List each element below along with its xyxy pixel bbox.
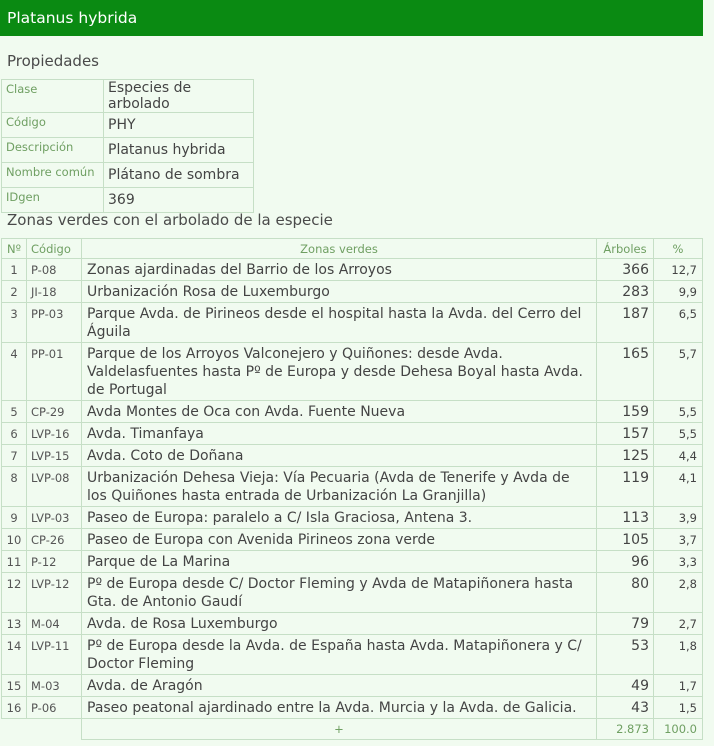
zone-code: LVP-08 bbox=[27, 467, 82, 507]
property-row bbox=[2, 163, 254, 188]
zones-table-header bbox=[2, 239, 703, 259]
table-row[interactable] bbox=[2, 697, 703, 719]
tree-percent: 12,7 bbox=[654, 259, 703, 281]
column-header-percent[interactable]: % bbox=[654, 239, 703, 259]
footer-empty-cell bbox=[2, 719, 27, 740]
tree-percent: 4,4 bbox=[654, 445, 703, 467]
zone-name: Avda. Timanfaya bbox=[82, 423, 597, 445]
table-row[interactable] bbox=[2, 303, 703, 343]
zone-code: PP-03 bbox=[27, 303, 82, 343]
zone-code: P-06 bbox=[27, 697, 82, 719]
row-number: 6 bbox=[2, 423, 27, 445]
footer-empty-cell bbox=[27, 719, 82, 740]
zone-code: JI-18 bbox=[27, 281, 82, 303]
tree-count: 125 bbox=[597, 445, 654, 467]
property-row bbox=[2, 188, 254, 213]
zone-name: Pº de Europa desde C/ Doctor Fleming y Avda de Matapiñonera hasta Gta. de Antonio Gaudí bbox=[82, 573, 597, 613]
property-value: PHY bbox=[104, 113, 254, 138]
row-number: 5 bbox=[2, 401, 27, 423]
tree-count: 366 bbox=[597, 259, 654, 281]
row-number: 10 bbox=[2, 529, 27, 551]
table-row[interactable] bbox=[2, 507, 703, 529]
zone-code: CP-26 bbox=[27, 529, 82, 551]
tree-count: 79 bbox=[597, 613, 654, 635]
zone-code: M-04 bbox=[27, 613, 82, 635]
row-number: 14 bbox=[2, 635, 27, 675]
property-row bbox=[2, 138, 254, 163]
tree-count: 165 bbox=[597, 343, 654, 401]
property-row bbox=[2, 80, 254, 113]
tree-percent: 1,7 bbox=[654, 675, 703, 697]
zone-code: P-12 bbox=[27, 551, 82, 573]
tree-percent: 5,7 bbox=[654, 343, 703, 401]
property-value: Especies de arbolado bbox=[104, 80, 254, 113]
table-row[interactable] bbox=[2, 259, 703, 281]
column-header-code[interactable]: Código bbox=[27, 239, 82, 259]
row-number: 3 bbox=[2, 303, 27, 343]
tree-count: 80 bbox=[597, 573, 654, 613]
tree-count: 113 bbox=[597, 507, 654, 529]
total-percent: 100.0 bbox=[654, 719, 703, 740]
zone-name: Parque de los Arroyos Valconejero y Quiñones: desde Avda. Valdelasfuentes hasta Pº de Europa y desde Dehesa Boyal hasta Avda. de Portugal bbox=[82, 343, 597, 401]
tree-percent: 2,7 bbox=[654, 613, 703, 635]
table-row[interactable] bbox=[2, 343, 703, 401]
zone-name: Parque Avda. de Pirineos desde el hospital hasta la Avda. del Cerro del Águila bbox=[82, 303, 597, 343]
zones-table-footer bbox=[2, 719, 703, 740]
zone-name: Zonas ajardinadas del Barrio de los Arroyos bbox=[82, 259, 597, 281]
row-number: 12 bbox=[2, 573, 27, 613]
zone-name: Avda. de Rosa Luxemburgo bbox=[82, 613, 597, 635]
row-number: 8 bbox=[2, 467, 27, 507]
zone-name: Avda Montes de Oca con Avda. Fuente Nueva bbox=[82, 401, 597, 423]
property-key: IDgen bbox=[2, 188, 104, 213]
table-row[interactable] bbox=[2, 613, 703, 635]
tree-percent: 9,9 bbox=[654, 281, 703, 303]
row-number: 9 bbox=[2, 507, 27, 529]
expand-button[interactable]: + bbox=[82, 719, 597, 740]
tree-count: 159 bbox=[597, 401, 654, 423]
zone-name: Pº de Europa desde la Avda. de España hasta Avda. Matapiñonera y C/ Doctor Fleming bbox=[82, 635, 597, 675]
zone-code: LVP-03 bbox=[27, 507, 82, 529]
total-trees: 2.873 bbox=[597, 719, 654, 740]
row-number: 13 bbox=[2, 613, 27, 635]
table-row[interactable] bbox=[2, 573, 703, 613]
tree-percent: 2,8 bbox=[654, 573, 703, 613]
column-header-number[interactable]: Nº bbox=[2, 239, 27, 259]
row-number: 2 bbox=[2, 281, 27, 303]
zone-name: Urbanización Rosa de Luxemburgo bbox=[82, 281, 597, 303]
tree-percent: 3,9 bbox=[654, 507, 703, 529]
tree-percent: 3,3 bbox=[654, 551, 703, 573]
zone-code: M-03 bbox=[27, 675, 82, 697]
row-number: 1 bbox=[2, 259, 27, 281]
properties-section-title: Propiedades bbox=[7, 52, 99, 70]
tree-count: 283 bbox=[597, 281, 654, 303]
page-title: Platanus hybrida bbox=[0, 0, 703, 36]
property-row bbox=[2, 113, 254, 138]
tree-percent: 3,7 bbox=[654, 529, 703, 551]
table-row[interactable] bbox=[2, 281, 703, 303]
column-header-zone[interactable]: Zonas verdes bbox=[82, 239, 597, 259]
zone-code: PP-01 bbox=[27, 343, 82, 401]
zone-name: Paseo de Europa con Avenida Pirineos zona verde bbox=[82, 529, 597, 551]
table-row[interactable] bbox=[2, 467, 703, 507]
property-value: 369 bbox=[104, 188, 254, 213]
zones-section-title: Zonas verdes con el arbolado de la especie bbox=[7, 211, 333, 229]
tree-percent: 5,5 bbox=[654, 423, 703, 445]
zone-code: LVP-15 bbox=[27, 445, 82, 467]
tree-count: 53 bbox=[597, 635, 654, 675]
row-number: 16 bbox=[2, 697, 27, 719]
zone-code: LVP-11 bbox=[27, 635, 82, 675]
tree-count: 43 bbox=[597, 697, 654, 719]
tree-percent: 1,5 bbox=[654, 697, 703, 719]
property-value: Platanus hybrida bbox=[104, 138, 254, 163]
zone-code: CP-29 bbox=[27, 401, 82, 423]
property-key: Nombre común bbox=[2, 163, 104, 188]
zone-code: LVP-16 bbox=[27, 423, 82, 445]
tree-percent: 5,5 bbox=[654, 401, 703, 423]
row-number: 7 bbox=[2, 445, 27, 467]
properties-table bbox=[1, 79, 254, 213]
row-number: 15 bbox=[2, 675, 27, 697]
tree-count: 157 bbox=[597, 423, 654, 445]
row-number: 11 bbox=[2, 551, 27, 573]
zones-table bbox=[1, 238, 703, 740]
tree-percent: 4,1 bbox=[654, 467, 703, 507]
zone-name: Paseo de Europa: paralelo a C/ Isla Graciosa, Antena 3. bbox=[82, 507, 597, 529]
table-row[interactable] bbox=[2, 551, 703, 573]
property-key: Código bbox=[2, 113, 104, 138]
table-row[interactable] bbox=[2, 423, 703, 445]
row-number: 4 bbox=[2, 343, 27, 401]
property-key: Clase bbox=[2, 80, 104, 113]
zone-name: Avda. Coto de Doñana bbox=[82, 445, 597, 467]
table-row[interactable] bbox=[2, 675, 703, 697]
zone-code: LVP-12 bbox=[27, 573, 82, 613]
property-value: Plátano de sombra bbox=[104, 163, 254, 188]
property-key: Descripción bbox=[2, 138, 104, 163]
zone-code: P-08 bbox=[27, 259, 82, 281]
table-row[interactable] bbox=[2, 401, 703, 423]
column-header-trees[interactable]: Árboles bbox=[597, 239, 654, 259]
tree-count: 96 bbox=[597, 551, 654, 573]
table-row[interactable] bbox=[2, 445, 703, 467]
tree-percent: 6,5 bbox=[654, 303, 703, 343]
table-row[interactable] bbox=[2, 635, 703, 675]
tree-count: 119 bbox=[597, 467, 654, 507]
table-row[interactable] bbox=[2, 529, 703, 551]
zone-name: Urbanización Dehesa Vieja: Vía Pecuaria (Avda de Tenerife y Avda de los Quiñones hasta entrada de Urbanización La Granjilla) bbox=[82, 467, 597, 507]
tree-count: 49 bbox=[597, 675, 654, 697]
tree-count: 187 bbox=[597, 303, 654, 343]
tree-percent: 1,8 bbox=[654, 635, 703, 675]
tree-count: 105 bbox=[597, 529, 654, 551]
zone-name: Avda. de Aragón bbox=[82, 675, 597, 697]
zone-name: Paseo peatonal ajardinado entre la Avda. Murcia y la Avda. de Galicia. bbox=[82, 697, 597, 719]
zone-name: Parque de La Marina bbox=[82, 551, 597, 573]
